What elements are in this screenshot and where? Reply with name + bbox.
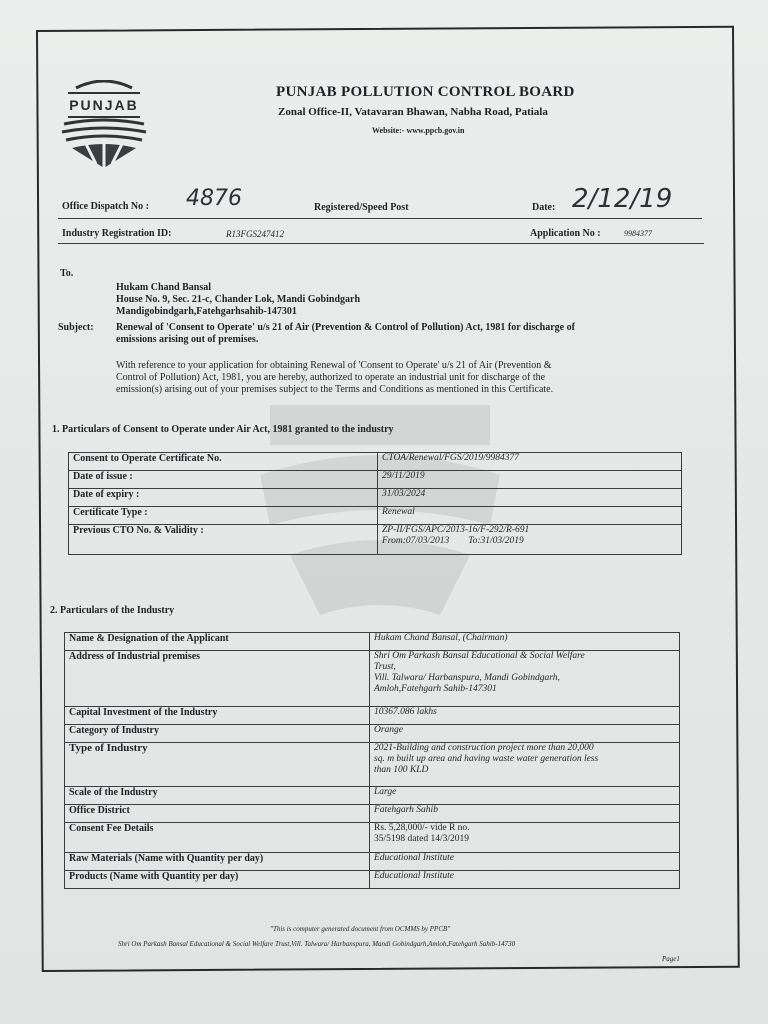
cell-value (378, 525, 682, 555)
cell-key: Date of issue : (69, 471, 378, 489)
dispatch-number: 4876 (186, 186, 242, 211)
table-row (69, 525, 682, 555)
prev-cto-number: ZP-II/FGS/APC/2013-16/F-292/R-691 (382, 525, 530, 535)
org-address: Zonal Office-II, Vatavaran Bhawan, Nabha Road, Patiala (278, 106, 548, 118)
cell-key: Consent to Operate Certificate No. (69, 453, 378, 471)
industry-table (64, 632, 680, 889)
reg-id-value: R13FGS247412 (226, 229, 284, 239)
cell-value: 31/03/2024 (378, 489, 682, 507)
cell-value (370, 725, 680, 743)
cell-value (370, 743, 680, 787)
org-name: PUNJAB POLLUTION CONTROL BOARD (276, 84, 575, 100)
body-line1: With reference to your application for obtaining Renewal of 'Consent to Operate' u/s 21 of Air (Prevention & (116, 360, 552, 371)
cell-value (370, 853, 680, 871)
table-row (65, 725, 680, 743)
cell-key: Previous CTO No. & Validity : (69, 525, 378, 555)
cell-key: Capital Investment of the Industry (65, 707, 370, 725)
page-number: Page1 (662, 955, 680, 963)
subject-line1: Renewal of 'Consent to Operate' u/s 21 of Air (Prevention & Control of Pollution) Act, 1981 for discharge of (116, 322, 575, 333)
to-label: To. (60, 268, 74, 279)
cell-key: Raw Materials (Name with Quantity per day) (65, 853, 370, 871)
table-row (65, 707, 680, 725)
cell-line: Fatehgarh Sahib (374, 805, 438, 815)
table-row (65, 805, 680, 823)
org-website: Website:- www.ppcb.gov.in (372, 126, 465, 135)
cell-value (370, 871, 680, 889)
app-no-label: Application No : (530, 228, 601, 239)
body-line2: Control of Pollution) Act, 1981, you are hereby, authorized to operate an industrial unit for discharge of the (116, 372, 546, 383)
cell-line: Orange (374, 725, 404, 735)
table-row (65, 651, 680, 707)
prev-cto-validity: From:07/03/2013 To:31/03/2019 (382, 536, 524, 546)
post-type: Registered/Speed Post (314, 202, 409, 213)
cell-line: Hukam Chand Bansal, (Chairman) (374, 633, 508, 643)
cell-value: 29/11/2019 (378, 471, 682, 489)
cell-key: Products (Name with Quantity per day) (65, 871, 370, 889)
cell-line: sq. m built up area and having waste water generation less (374, 754, 599, 764)
table-row (65, 743, 680, 787)
cell-line: Educational Institute (374, 853, 454, 863)
table-row (65, 871, 680, 889)
app-no-value: 9984377 (624, 229, 652, 238)
cell-value (370, 707, 680, 725)
cell-line: 2021-Building and construction project more than 20,000 (374, 743, 594, 753)
cell-key: Date of expiry : (69, 489, 378, 507)
table-row (65, 633, 680, 651)
table-row (65, 823, 680, 853)
cell-line: 35/5198 dated 14/3/2019 (374, 834, 469, 844)
footer-note: "This is computer generated document from OCMMS by PPCB" (270, 925, 451, 933)
cell-line: Shri Om Parkash Bansal Educational & Social Welfare (374, 651, 585, 661)
cell-line: Trust, (374, 662, 396, 672)
cell-value (370, 823, 680, 853)
cell-line: Rs. 5,28,000/- vide R no. (374, 823, 470, 833)
cell-line: than 100 KLD (374, 765, 429, 775)
cell-key: Certificate Type : (69, 507, 378, 525)
table-row (69, 489, 682, 507)
table-row (69, 471, 682, 489)
reg-id-label: Industry Registration ID: (62, 228, 172, 239)
date-value: 2/12/19 (572, 184, 673, 214)
table-row (69, 507, 682, 525)
divider (58, 218, 702, 219)
recipient-address-line1: House No. 9, Sec. 21-c, Chander Lok, Mandi Gobindgarh (116, 294, 361, 305)
table-row (65, 853, 680, 871)
cell-key: Scale of the Industry (65, 787, 370, 805)
cell-key: Consent Fee Details (65, 823, 370, 853)
dispatch-label: Office Dispatch No : (62, 201, 149, 212)
cell-key: Category of Industry (65, 725, 370, 743)
cell-line: Educational Institute (374, 871, 454, 881)
cell-value: CTOA/Renewal/FGS/2019/9984377 (378, 453, 682, 471)
section1-title: 1. Particulars of Consent to Operate under Air Act, 1981 granted to the industry (52, 424, 394, 435)
cell-line: 10367.086 lakhs (374, 707, 437, 717)
cell-line: Vill. Talwara/ Harbanspura, Mandi Gobindgarh, (374, 673, 560, 683)
cell-key: Name & Designation of the Applicant (65, 633, 370, 651)
subject-label: Subject: (58, 322, 94, 333)
cell-key: Address of Industrial premises (65, 651, 370, 707)
table-row (65, 787, 680, 805)
cell-value (370, 633, 680, 651)
divider (58, 243, 704, 244)
section2-title: 2. Particulars of the Industry (50, 605, 175, 616)
footer-address: Shri Om Parkash Bansal Educational & Social Welfare Trust,Vill. Talwara/ Harbanspura, Mandi Gobindgarh,Amloh,Fatehgarh Sahib-14730 (118, 940, 516, 948)
ppcb-logo (56, 80, 152, 172)
table-row (69, 453, 682, 471)
date-label: Date: (532, 202, 556, 213)
consent-table (68, 452, 682, 555)
cell-key: Type of Industry (65, 743, 370, 787)
subject-line2: emissions arising out of premises. (116, 334, 259, 345)
cell-value (370, 787, 680, 805)
cell-value (370, 651, 680, 707)
recipient-name: Hukam Chand Bansal (116, 282, 212, 293)
cell-line: Amloh,Fatehgarh Sahib-147301 (374, 684, 497, 694)
recipient-address-line2: Mandigobindgarh,Fatehgarhsahib-147301 (116, 306, 297, 317)
cell-key: Office District (65, 805, 370, 823)
logo-text: PUNJAB (68, 92, 140, 118)
cell-value: Renewal (378, 507, 682, 525)
body-line3: emission(s) arising out of your premises subject to the Terms and Conditions as mentioned in this Certificate. (116, 384, 554, 395)
cell-value (370, 805, 680, 823)
cell-line: Large (374, 787, 397, 797)
